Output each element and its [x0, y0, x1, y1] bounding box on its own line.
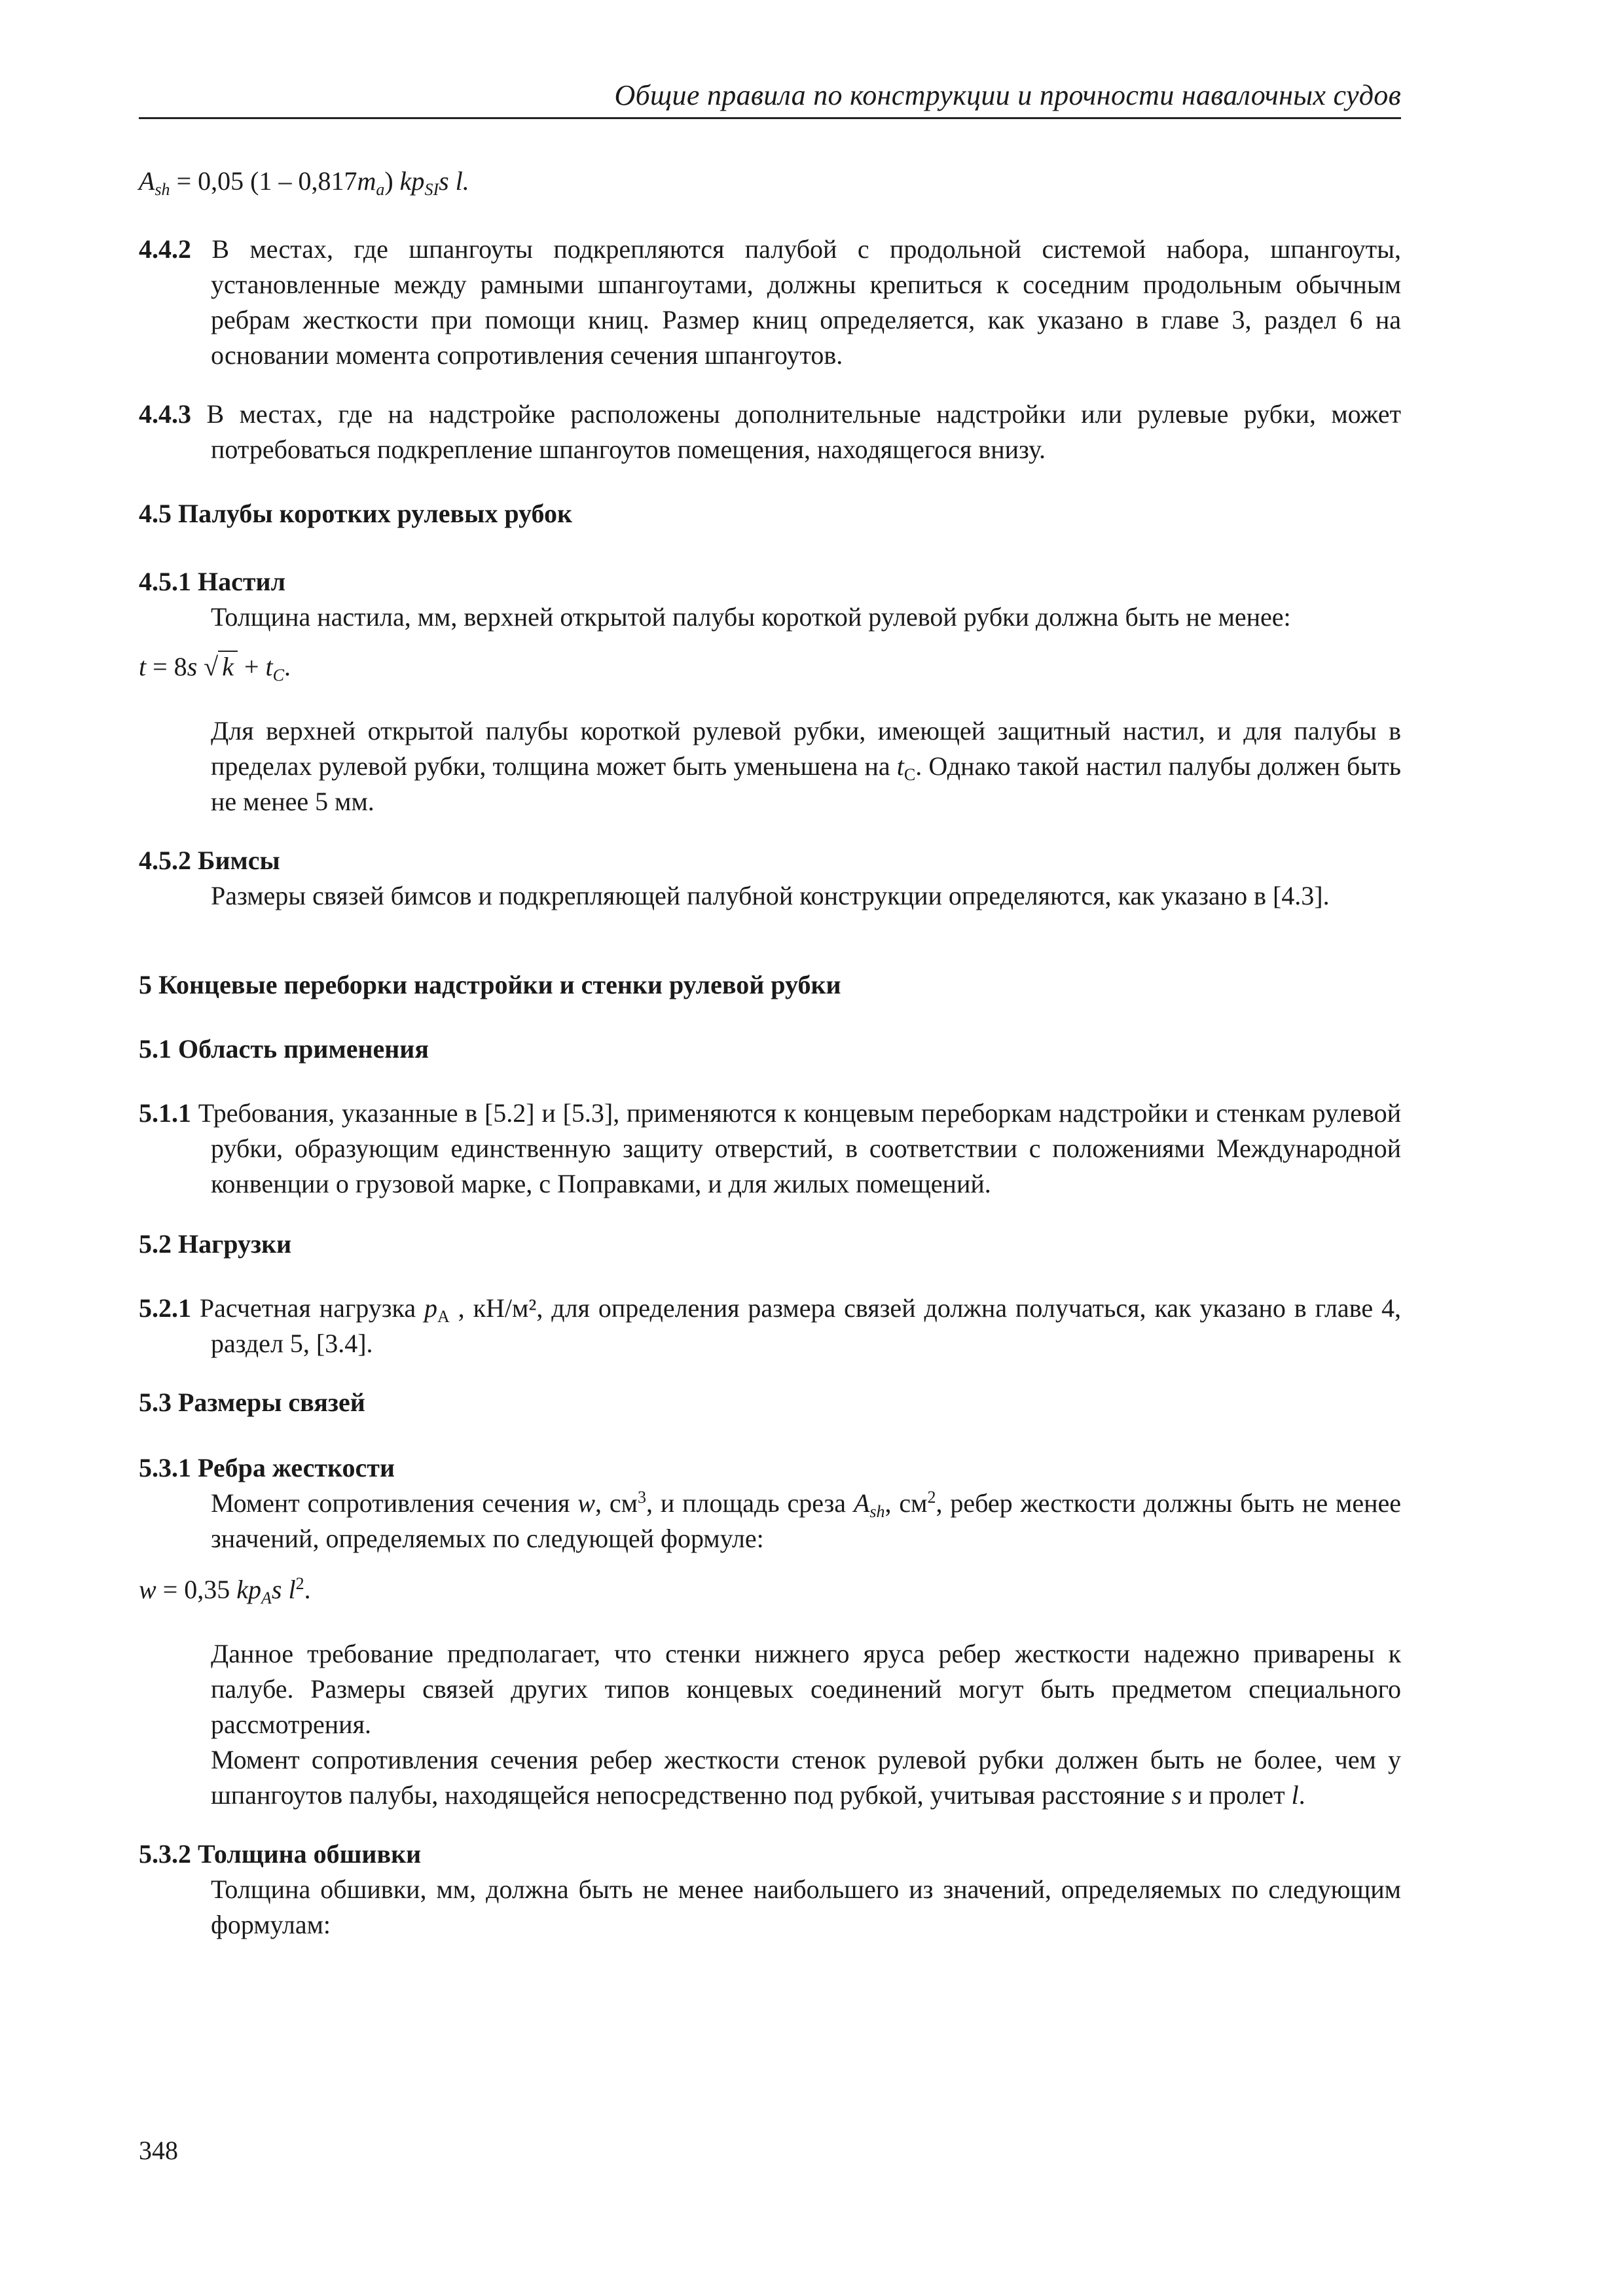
- clause-5-2-1-text1: Расчетная нагрузка: [199, 1293, 424, 1323]
- formula-w: [139, 1572, 1401, 1607]
- para-4-5-1-b-t-sub: C: [903, 765, 916, 784]
- clause-number: 5.1.1: [139, 1098, 191, 1128]
- formula-w-s: s l: [271, 1575, 296, 1604]
- formula-ash-m-sub: a: [376, 180, 385, 199]
- formula-t-tc-sub: C: [272, 666, 285, 685]
- formula-w-sup: 2: [295, 1574, 304, 1593]
- para-4-5-1-b-t: t: [896, 751, 904, 781]
- para-5-3-2: Толщина обшивки, мм, должна быть не менее наибольшего из значений, определяемых по следующим формулам:: [211, 1874, 1401, 1939]
- formula-t-plus: +: [237, 652, 266, 681]
- formula-ash-tail: s l.: [439, 166, 469, 196]
- formula-ash: [139, 164, 1401, 199]
- formula-t-tc: t: [265, 652, 273, 681]
- heading-5-2: 5.2 Нагрузки: [139, 1229, 292, 1259]
- formula-w-k: kp: [236, 1575, 262, 1604]
- para-4-5-2: Размеры связей бимсов и подкрепляющей палубной конструкции определяются, как указано в [4.3].: [211, 881, 1330, 910]
- para-5-3-1-sup3: 3: [637, 1488, 646, 1507]
- formula-t-eq: = 8: [146, 652, 187, 681]
- clause-text: В местах, где на надстройке расположены дополнительные надстройки или рулевые рубки, может потребоваться подкрепление шпангоутов помещения, находящегося внизу.: [206, 399, 1402, 464]
- clause-5-2-1-text2: , кН/м², для определения размера связей должна получаться, как указано в главе 4, раздел 5, [3.4].: [211, 1293, 1401, 1358]
- clause-4-4-2: [139, 232, 1401, 373]
- heading-5-3: 5.3 Размеры связей: [139, 1388, 365, 1417]
- formula-ash-close: ): [384, 166, 400, 196]
- para-5-3-1-w: w: [577, 1488, 595, 1518]
- heading-4-5-1: 4.5.1 Настил: [139, 567, 286, 596]
- page-content: [139, 149, 1401, 1943]
- clause-5-2-1-p-sub: A: [437, 1307, 450, 1326]
- page-number: 348: [139, 2136, 178, 2165]
- formula-ash-mid: = 0,05 (1 – 0,817: [170, 166, 357, 196]
- para-5-3-1-c: [139, 1742, 1401, 1813]
- clause-5-1-1: [139, 1096, 1401, 1202]
- heading-4-5: 4.5 Палубы коротких рулевых рубок: [139, 499, 573, 528]
- para-5-3-1-a-sub: sh: [869, 1502, 885, 1521]
- clause-number: 5.2.1: [139, 1293, 191, 1323]
- para-5-3-1-text1: Момент сопротивления сечения: [211, 1488, 578, 1518]
- para-5-3-1-a: A: [853, 1488, 870, 1518]
- sqrt-sign: √: [204, 652, 219, 681]
- clause-4-4-3: [139, 397, 1401, 467]
- clause-5-2-1-p: p: [424, 1293, 437, 1323]
- clause-5-2-1: [139, 1291, 1401, 1361]
- clause-number: 4.4.3: [139, 399, 191, 429]
- para-5-3-1-c-s: s: [1171, 1780, 1182, 1810]
- para-4-5-1-b-text1: Для верхней открытой палубы короткой рулевой рубки, имеющей защитный настил, и для палубы в пределах рулевой рубки, толщина может быть уменьшена на: [211, 716, 1401, 781]
- formula-ash-lhs: A: [139, 166, 155, 196]
- formula-ash-m: m: [357, 166, 376, 196]
- para-5-3-1-text2: , см: [594, 1488, 638, 1518]
- formula-ash-k: kp: [399, 166, 425, 196]
- heading-5-3-2: 5.3.2 Толщина обшивки: [139, 1839, 422, 1869]
- para-5-3-1: [139, 1486, 1401, 1556]
- sqrt-symbol: [204, 649, 238, 685]
- para-5-3-1-b: Данное требование предполагает, что стенки нижнего яруса ребер жесткости надежно приварены к палубе. Размеры связей других типов концевых соединений могут быть предметом специального рассмотрения.: [211, 1639, 1401, 1739]
- para-5-3-1-c-text2: и пролет: [1182, 1780, 1292, 1810]
- formula-w-mid: = 0,35: [156, 1575, 237, 1604]
- formula-t-end: .: [284, 652, 291, 681]
- formula-ash-k-sub: SI: [424, 180, 439, 199]
- para-4-5-1: Толщина настила, мм, верхней открытой палубы короткой рулевой рубки должна быть не менее:: [211, 602, 1291, 632]
- clause-text: В местах, где шпангоуты подкрепляются палубой с продольной системой набора, шпангоуты, установленные между рамными шпангоутами, должны крепиться к соседним продольным обычным ребрам жесткости при помощи книц. Размер книц определяется, как указано в главе 3, раздел 6 на основании момента сопротивления сечения шпангоутов.: [211, 234, 1402, 370]
- clause-text: Требования, указанные в [5.2] и [5.3], применяются к концевым переборкам надстройки и стенкам рулевой рубки, образующим единственную защиту отверстий, в соответствии с положениями Международной конвенции о грузовой марке, с Поправками, и для жилых помещений.: [198, 1098, 1401, 1198]
- formula-t: [139, 649, 1401, 685]
- para-5-3-1-sup2: 2: [927, 1488, 936, 1507]
- para-4-5-1-b-text2: . Однако такой настил палубы должен быть не менее 5 мм.: [211, 751, 1401, 816]
- heading-5-3-1: 5.3.1 Ребра жесткости: [139, 1453, 395, 1482]
- sqrt-argument: k: [218, 651, 238, 681]
- formula-w-k-sub: A: [261, 1588, 272, 1607]
- para-5-3-1-c-text1: Момент сопротивления сечения ребер жесткости стенок рулевой рубки должен быть не более, чем у шпангоутов палубы, находящейся непосредственно под рубкой, учитывая расстояние: [211, 1745, 1401, 1810]
- para-5-3-1-text5: , ребер жесткости должны быть не менее значений, определяемых по следующей формуле:: [211, 1488, 1401, 1553]
- para-5-3-1-c-text3: .: [1298, 1780, 1305, 1810]
- header-title: Общие правила по конструкции и прочности навалочных судов: [614, 79, 1401, 111]
- formula-w-lhs: w: [139, 1575, 156, 1604]
- clause-number: 4.4.2: [139, 234, 191, 264]
- para-4-5-1-b: [139, 713, 1401, 819]
- para-5-3-1-c-l: l: [1291, 1780, 1299, 1810]
- heading-5: 5 Концевые переборки надстройки и стенки рулевой рубки: [139, 970, 841, 999]
- formula-t-lhs: t: [139, 652, 147, 681]
- para-5-3-1-text3: , и площадь среза: [646, 1488, 854, 1518]
- formula-w-end: .: [304, 1575, 311, 1604]
- formula-t-s: s: [187, 652, 198, 681]
- running-header: [139, 73, 1401, 119]
- formula-ash-lhs-sub: sh: [155, 180, 170, 199]
- heading-4-5-2: 4.5.2 Бимсы: [139, 846, 280, 875]
- heading-5-1: 5.1 Область применения: [139, 1034, 429, 1064]
- para-5-3-1-text4: , см: [884, 1488, 928, 1518]
